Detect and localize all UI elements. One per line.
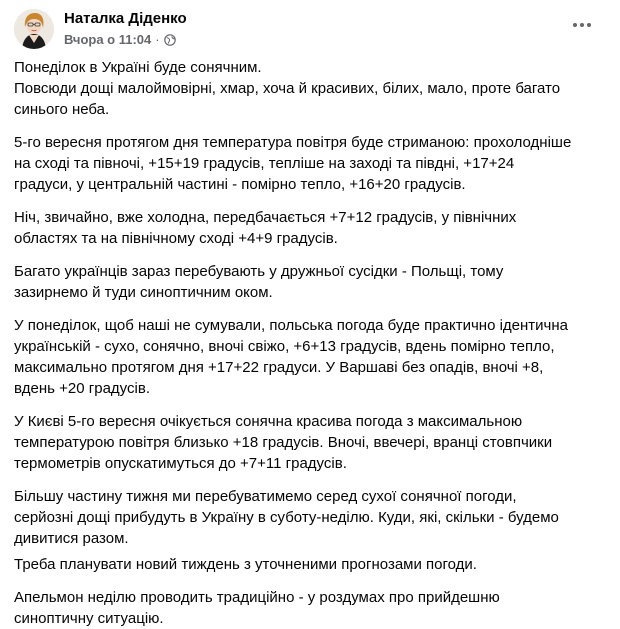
text-line: У понеділок, щоб наші не сумували, польська погода буде практично ідентична bbox=[14, 317, 568, 334]
text-line: вдень +20 градусів. bbox=[14, 380, 150, 397]
text-line: українській - сухо, сонячно, вночі свіжо, +6+13 градусів, вдень помірно тепло, bbox=[14, 338, 555, 355]
post-paragraph bbox=[14, 261, 610, 303]
more-horizontal-icon[interactable] bbox=[570, 13, 594, 37]
avatar[interactable] bbox=[14, 9, 54, 49]
text-line: синоптичну ситуацію. bbox=[14, 610, 164, 627]
author-name[interactable]: Наталка Діденко bbox=[64, 10, 187, 27]
text-line: Повсюди дощі малоймовірні, хмар, хоча й красивих, білих, мало, проте багато bbox=[14, 80, 561, 97]
post-paragraph bbox=[14, 57, 610, 120]
text-line: 5-го вересня протягом дня температура повітря буде стриманою: прохолодніше bbox=[14, 134, 572, 151]
text-line: Ніч, звичайно, вже холодна, передбачається +7+12 градусів, у північних bbox=[14, 209, 517, 226]
post-paragraph bbox=[14, 587, 610, 629]
post-header bbox=[14, 9, 606, 51]
post-paragraph bbox=[14, 411, 610, 474]
post-paragraph bbox=[14, 486, 610, 549]
text-line: градуси, у центральній частині - помірно тепло, +16+20 градусів. bbox=[14, 176, 466, 193]
post-paragraph bbox=[14, 315, 610, 399]
text-line: зазирнемо й туди синоптичним оком. bbox=[14, 284, 273, 301]
post-timestamp[interactable]: Вчора о 11:04 bbox=[64, 32, 152, 47]
text-line: Апельмон неділю проводить традиційно - у роздумах про прийдешню bbox=[14, 589, 500, 606]
text-line: термометрів опускатимуться до +7+11 градусів. bbox=[14, 455, 347, 472]
text-line: Треба планувати новий тиждень з уточненими прогнозами погоди. bbox=[14, 556, 477, 573]
meta-separator: · bbox=[155, 32, 160, 47]
post-paragraph bbox=[14, 207, 610, 249]
text-line: Багато українців зараз перебувають у дружньої сусідки - Польщі, тому bbox=[14, 263, 504, 280]
text-line: дивитися разом. bbox=[14, 530, 129, 547]
post-paragraph bbox=[14, 554, 610, 575]
globe-icon[interactable] bbox=[164, 34, 176, 46]
post-meta bbox=[64, 32, 176, 47]
text-line: синього неба. bbox=[14, 101, 110, 118]
text-line: Більшу частину тижня ми перебуватимемо серед сухої сонячної погоди, bbox=[14, 488, 517, 505]
text-line: максимально протягом дня +17+22 градуси. У Варшаві без опадів, вночі +8, bbox=[14, 359, 544, 376]
text-line: серйозні дощі прибудуть в Україну в суботу-неділю. Куди, які, скільки - будемо bbox=[14, 509, 559, 526]
text-line: Понеділок в Україні буде сонячним. bbox=[14, 59, 262, 76]
text-line: областях та на північному сході +4+9 градусів. bbox=[14, 230, 338, 247]
text-line: У Києві 5-го вересня очікується сонячна красива погода з максимальною bbox=[14, 413, 523, 430]
post-paragraph bbox=[14, 132, 610, 195]
post-content bbox=[14, 57, 610, 629]
text-line: на сході та півночі, +15+19 градусів, тепліше на заході та півдні, +17+24 bbox=[14, 155, 515, 172]
avatar-image bbox=[14, 9, 54, 49]
text-line: температурою повітря близько +18 градусів. Вночі, ввечері, вранці стовпчики bbox=[14, 434, 553, 451]
